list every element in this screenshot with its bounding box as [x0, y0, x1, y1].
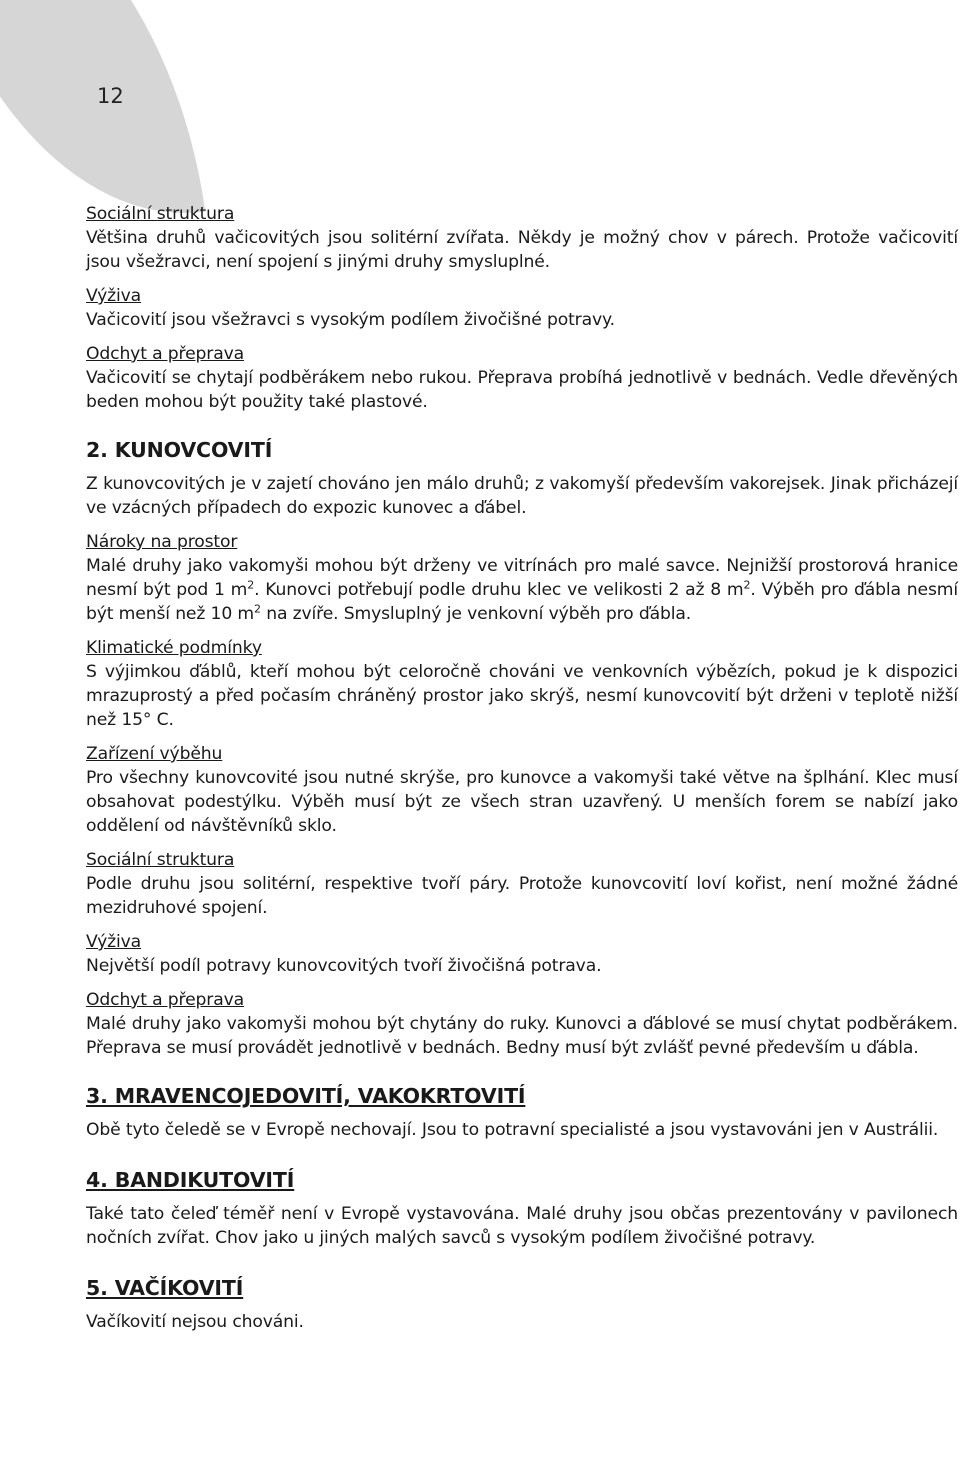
vacikoviti-section	[86, 1310, 958, 1334]
superscript: 2	[743, 578, 751, 592]
superscript: 2	[254, 602, 261, 616]
paragraph: S výjimkou ďáblů, kteří mohou být celoročně chováni ve venkovních výbězích, pokud je k dispozici mrazuprostý a před počasím chráněný prostor jako skrýš, nesmí kunovcovití být drženi v teplotě nižší než 15° C.	[86, 662, 958, 730]
superscript: 2	[247, 578, 255, 592]
food-section	[86, 284, 958, 332]
subheading: Zařízení výběhu	[86, 744, 223, 764]
capture-section	[86, 342, 958, 414]
paragraph: Pro všechny kunovcovité jsou nutné skrýše, pro kunovce a vakomyši také větve na šplhání. Klec musí obsahovat podestýlku. Výběh musí být ze všech stran uzavřený. U menších forem se nabízí jako oddělení od návštěvníků sklo.	[86, 768, 958, 836]
paragraph: Z kunovcovitých je v zajetí chováno jen málo druhů; z vakomyší především vakorejsek. Jinak přicházejí ve vzácných případech do expozic kunovec a ďábel.	[86, 474, 958, 518]
mravencojedoviti-section	[86, 1118, 958, 1142]
bandikutoviti-section	[86, 1202, 958, 1250]
section-title-bandikutoviti: 4. BANDIKUTOVITÍ	[86, 1168, 295, 1192]
subheading: Sociální struktura	[86, 204, 235, 224]
social-structure-section	[86, 848, 958, 920]
paragraph: Vačicovití se chytají podběrákem nebo rukou. Přeprava probíhá jednotlivě v bednách. Vedle dřevěných beden mohou být použity také plastové.	[86, 368, 958, 412]
subheading: Klimatické podmínky	[86, 638, 262, 658]
paragraph: Většina druhů vačicovitých jsou solitérní zvířata. Někdy je možný chov v párech. Protože vačicovití jsou všežravci, není spojení s jinými druhy smysluplné.	[86, 228, 958, 272]
text-run: . Výběh pro ďábla nesmí být menší než 10 m	[86, 580, 958, 624]
section-title-vacikoviti: 5. VAČÍKOVITÍ	[86, 1276, 244, 1300]
paragraph: Také tato čeleď téměř není v Evropě vystavována. Malé druhy jsou občas prezentovány v pavilonech nočních zvířat. Chov jako u jiných malých savců s vysokým podílem živočišné potravy.	[86, 1204, 958, 1248]
food-section	[86, 930, 958, 978]
subheading: Výživa	[86, 286, 142, 306]
page-number: 12	[97, 84, 124, 108]
text-run: Malé druhy jako vakomyši mohou být drženy ve vitrínách pro malé savce. Nejnižší prostorová hranice nesmí být pod 1 m	[86, 556, 958, 600]
text-run: na zvíře. Smysluplný je venkovní výběh pro ďábla.	[260, 604, 692, 624]
social-structure-section	[86, 202, 958, 274]
section-title-kunovcoviti: 2. KUNOVCOVITÍ	[86, 438, 273, 462]
paragraph: Malé druhy jako vakomyši mohou být chytány do ruky. Kunovci a ďáblové se musí chytat podběrákem. Přeprava se musí provádět jednotlivě v bednách. Bedny musí být zvlášť pevné především u ďábla.	[86, 1014, 958, 1058]
capture-section	[86, 988, 958, 1060]
subheading: Výživa	[86, 932, 142, 952]
subheading: Nároky na prostor	[86, 532, 238, 552]
space-requirements-section	[86, 530, 958, 626]
text-run: . Kunovci potřebují podle druhu klec ve velikosti 2 až 8 m	[254, 580, 744, 600]
intro-section	[86, 472, 958, 520]
paragraph: Vačicovití jsou všežravci s vysokým podílem živočišné potravy.	[86, 310, 615, 330]
subheading: Odchyt a přeprava	[86, 344, 244, 364]
paragraph	[86, 554, 958, 626]
equipment-section	[86, 742, 958, 838]
paragraph: Největší podíl potravy kunovcovitých tvoří živočišná potrava.	[86, 956, 602, 976]
section-title-mravencojedoviti: 3. MRAVENCOJEDOVITÍ, VAKOKRTOVITÍ	[86, 1084, 526, 1108]
paragraph: Podle druhu jsou solitérní, respektive tvoří páry. Protože kunovcovití loví kořist, není možné žádné mezidruhové spojení.	[86, 874, 958, 918]
paragraph: Obě tyto čeledě se v Evropě nechovají. Jsou to potravní specialisté a jsou vystavováni jen v Austrálii.	[86, 1120, 939, 1140]
paragraph: Vačíkovití nejsou chováni.	[86, 1312, 304, 1332]
page-content	[86, 202, 958, 1344]
subheading: Odchyt a přeprava	[86, 990, 244, 1010]
climate-section	[86, 636, 958, 732]
subheading: Sociální struktura	[86, 850, 235, 870]
